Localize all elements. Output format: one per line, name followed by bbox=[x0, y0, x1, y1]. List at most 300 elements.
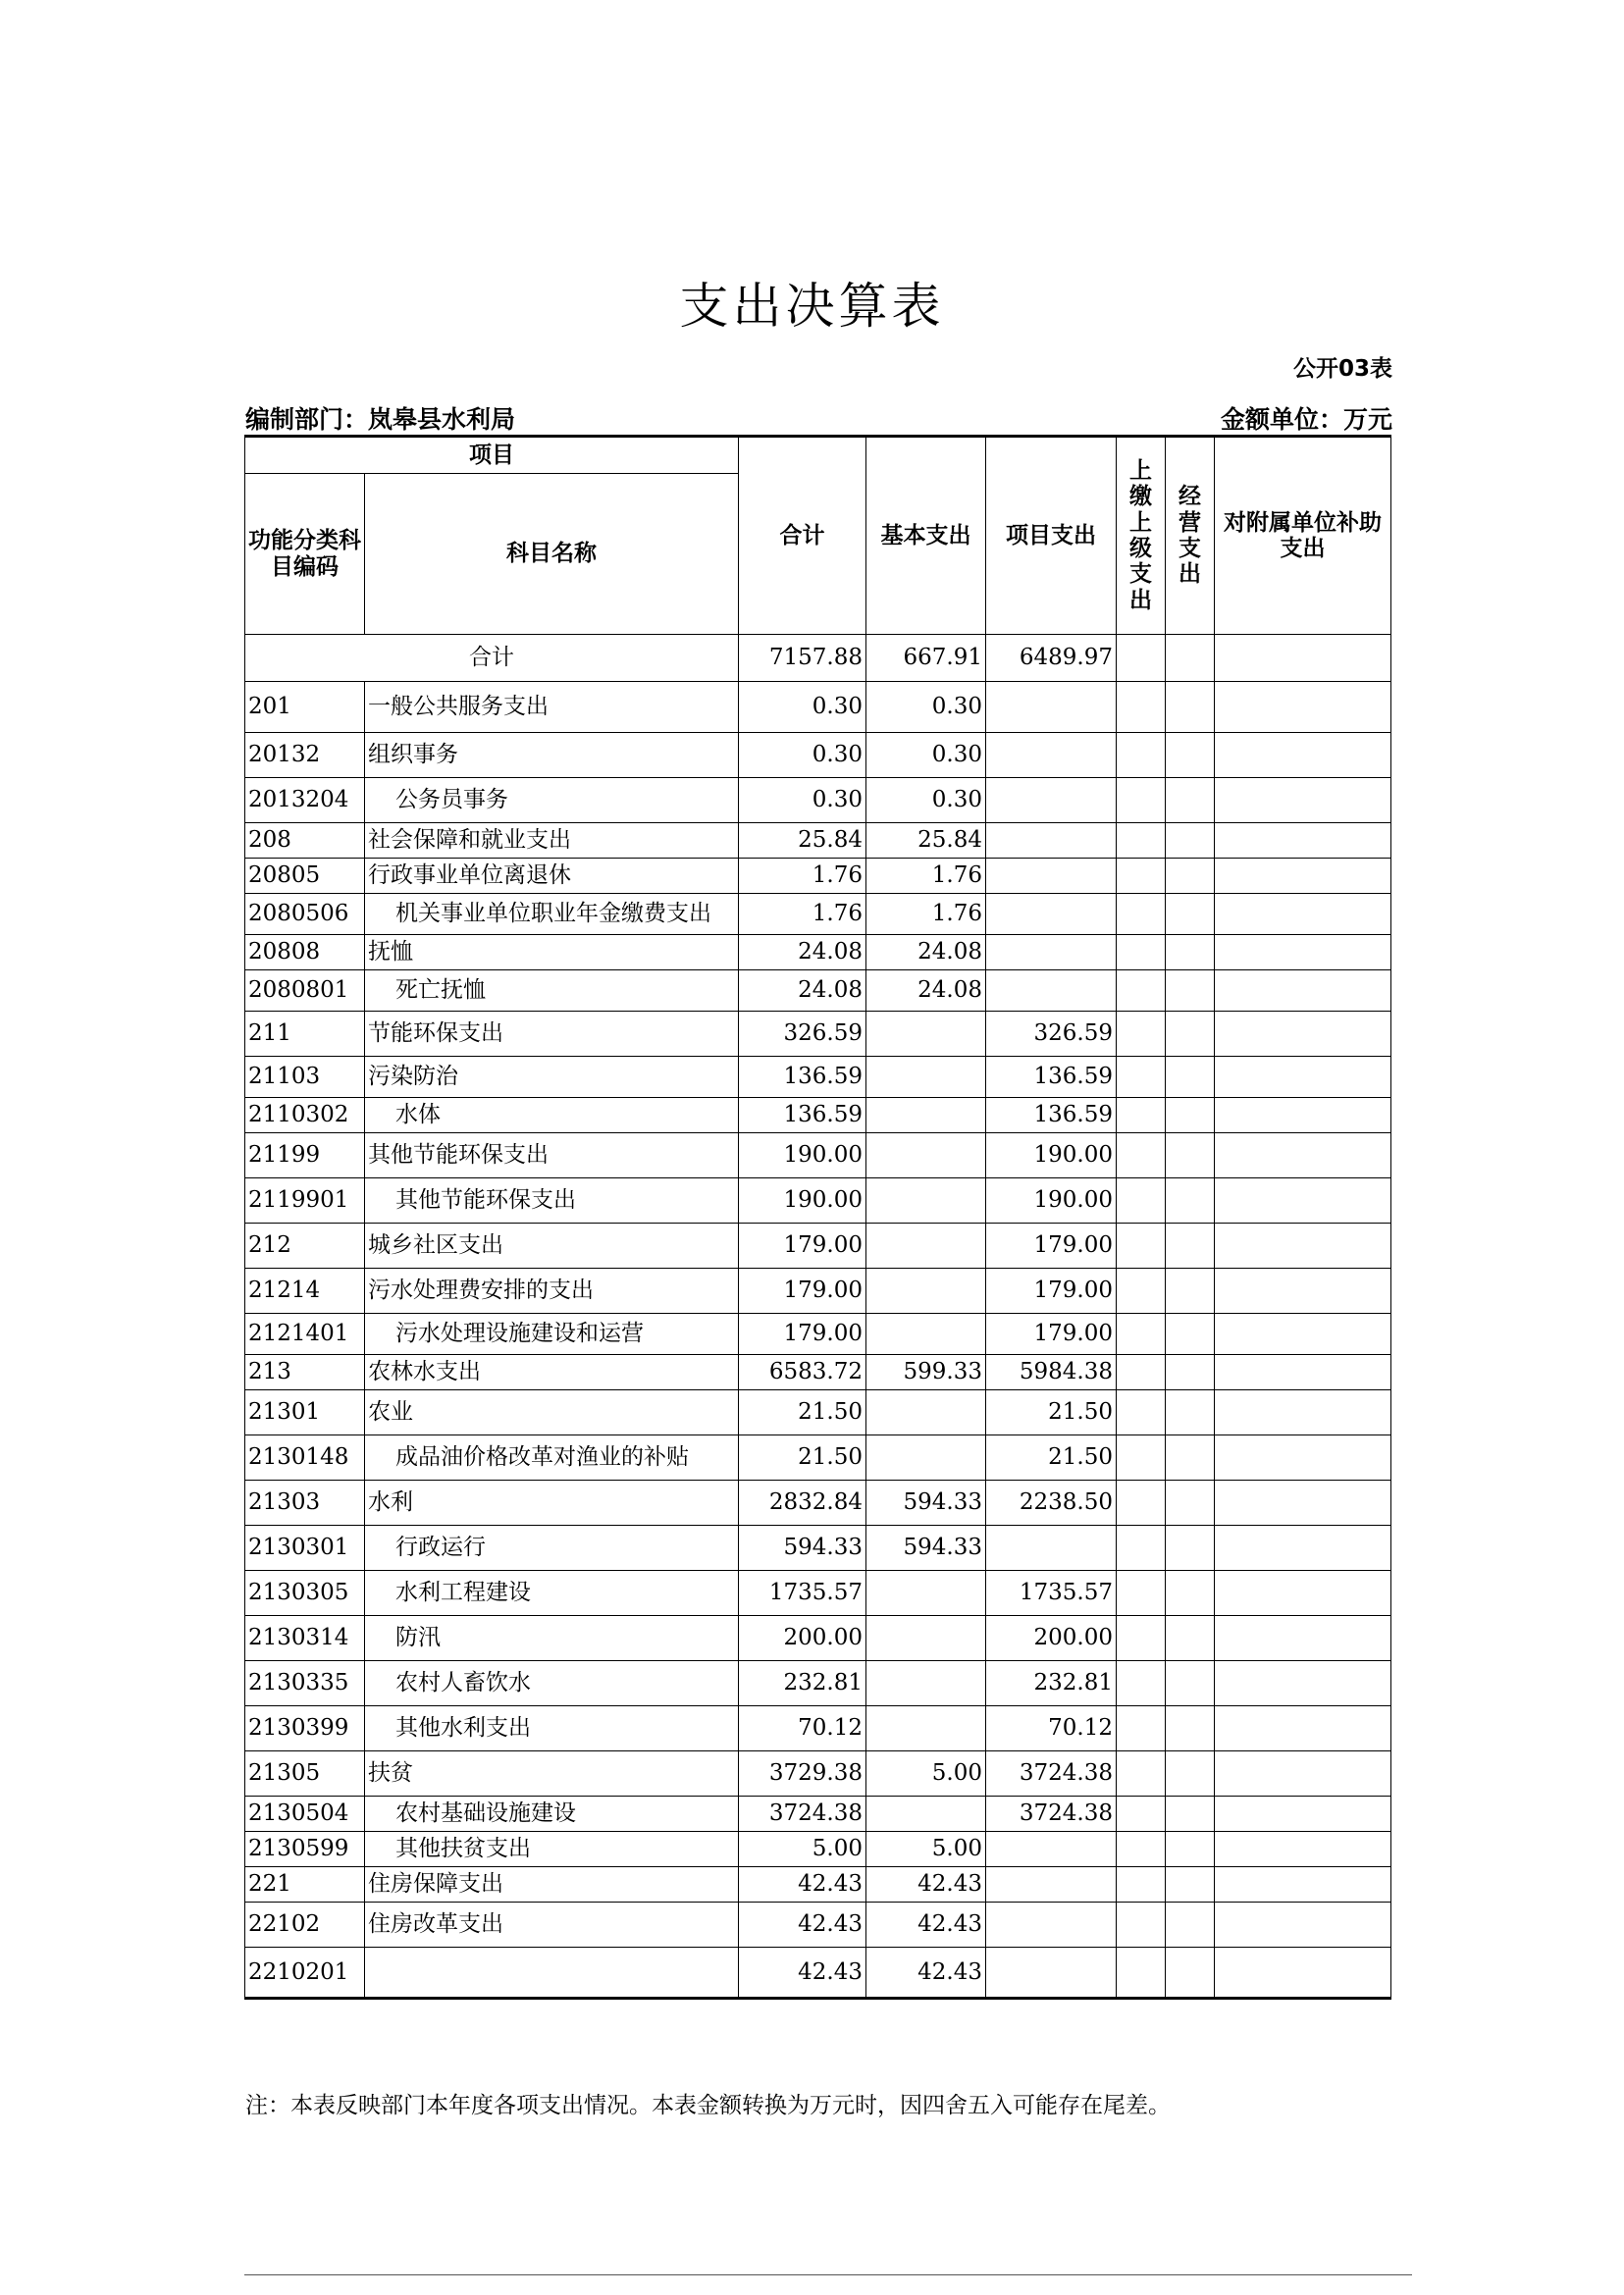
row-total: 190.00 bbox=[739, 1133, 866, 1178]
page-title: 支出决算表 bbox=[679, 278, 945, 335]
row-business bbox=[1166, 1355, 1215, 1390]
row-name bbox=[365, 1098, 739, 1133]
table-row bbox=[245, 1355, 1391, 1390]
row-name-text: 死亡抚恤 bbox=[395, 977, 486, 1004]
table-row bbox=[245, 1948, 1391, 1999]
row-total: 24.08 bbox=[739, 970, 866, 1012]
row-name bbox=[365, 1314, 739, 1355]
row-code: 2130148 bbox=[245, 1435, 365, 1481]
row-business bbox=[1166, 1706, 1215, 1751]
row-project: 179.00 bbox=[986, 1224, 1117, 1269]
row-total: 25.84 bbox=[739, 823, 866, 859]
row-upper bbox=[1117, 1098, 1166, 1133]
row-total: 42.43 bbox=[739, 1867, 866, 1903]
row-basic bbox=[866, 1269, 986, 1314]
row-name: 节能环保支出 bbox=[365, 1012, 739, 1057]
row-project bbox=[986, 1526, 1117, 1571]
row-name bbox=[365, 1797, 739, 1832]
row-total: 2832.84 bbox=[739, 1481, 866, 1526]
row-name-text: 农村人畜饮水 bbox=[395, 1670, 531, 1696]
row-business bbox=[1166, 1903, 1215, 1948]
row-business bbox=[1166, 1390, 1215, 1435]
row-name bbox=[365, 1661, 739, 1706]
row-basic: 42.43 bbox=[866, 1948, 986, 1999]
row-subsidy bbox=[1215, 935, 1391, 970]
row-business bbox=[1166, 1224, 1215, 1269]
row-upper bbox=[1117, 733, 1166, 778]
row-project bbox=[986, 778, 1117, 823]
row-code: 2130305 bbox=[245, 1571, 365, 1616]
row-total: 0.30 bbox=[739, 778, 866, 823]
row-basic: 25.84 bbox=[866, 823, 986, 859]
row-subsidy bbox=[1215, 1661, 1391, 1706]
row-name-text: 防汛 bbox=[395, 1625, 441, 1651]
row-code: 2110302 bbox=[245, 1098, 365, 1133]
row-basic: 594.33 bbox=[866, 1526, 986, 1571]
row-project bbox=[986, 823, 1117, 859]
row-basic: 599.33 bbox=[866, 1355, 986, 1390]
row-business bbox=[1166, 778, 1215, 823]
row-subsidy bbox=[1215, 1012, 1391, 1057]
row-upper bbox=[1117, 1797, 1166, 1832]
row-name-text: 行政运行 bbox=[395, 1535, 486, 1561]
row-total: 1735.57 bbox=[739, 1571, 866, 1616]
row-upper bbox=[1117, 1224, 1166, 1269]
table-row bbox=[245, 1390, 1391, 1435]
row-code: 2210201 bbox=[245, 1948, 365, 1999]
row-upper bbox=[1117, 1269, 1166, 1314]
row-code: 21303 bbox=[245, 1481, 365, 1526]
row-total: 42.43 bbox=[739, 1903, 866, 1948]
row-basic: 5.00 bbox=[866, 1751, 986, 1797]
row-upper bbox=[1117, 778, 1166, 823]
table-row bbox=[245, 1832, 1391, 1867]
amount-unit-label: 金额单位：万元 bbox=[1220, 405, 1392, 434]
row-upper bbox=[1117, 1706, 1166, 1751]
row-subsidy bbox=[1215, 1269, 1391, 1314]
row-subsidy bbox=[1215, 823, 1391, 859]
table-body bbox=[245, 635, 1391, 1999]
row-basic bbox=[866, 1706, 986, 1751]
row-code: 2080801 bbox=[245, 970, 365, 1012]
row-project: 21.50 bbox=[986, 1390, 1117, 1435]
row-project: 232.81 bbox=[986, 1661, 1117, 1706]
table-row bbox=[245, 1661, 1391, 1706]
row-name bbox=[365, 1832, 739, 1867]
row-basic: 594.33 bbox=[866, 1481, 986, 1526]
row-subsidy bbox=[1215, 1314, 1391, 1355]
row-name bbox=[365, 1435, 739, 1481]
row-subsidy bbox=[1215, 1706, 1391, 1751]
row-name: 住房改革支出 bbox=[365, 1903, 739, 1948]
header-business: 经营支出 bbox=[1166, 437, 1215, 635]
row-project: 3724.38 bbox=[986, 1797, 1117, 1832]
table-row bbox=[245, 1867, 1391, 1903]
row-subsidy bbox=[1215, 1178, 1391, 1224]
row-project bbox=[986, 894, 1117, 935]
row-business bbox=[1166, 1178, 1215, 1224]
table-row bbox=[245, 1751, 1391, 1797]
table-row bbox=[245, 1224, 1391, 1269]
header-project: 项目支出 bbox=[986, 437, 1117, 635]
row-project: 70.12 bbox=[986, 1706, 1117, 1751]
row-subsidy bbox=[1215, 1948, 1391, 1999]
row-name: 抚恤 bbox=[365, 935, 739, 970]
row-code: 21199 bbox=[245, 1133, 365, 1178]
row-upper bbox=[1117, 1616, 1166, 1661]
table-row bbox=[245, 1269, 1391, 1314]
table-row bbox=[245, 778, 1391, 823]
row-business bbox=[1166, 1797, 1215, 1832]
row-name: 一般公共服务支出 bbox=[365, 682, 739, 733]
row-business bbox=[1166, 970, 1215, 1012]
row-name: 扶贫 bbox=[365, 1751, 739, 1797]
row-code: 221 bbox=[245, 1867, 365, 1903]
row-code: 21214 bbox=[245, 1269, 365, 1314]
row-total: 594.33 bbox=[739, 1526, 866, 1571]
row-name: 污染防治 bbox=[365, 1057, 739, 1098]
row-basic bbox=[866, 1224, 986, 1269]
row-total: 190.00 bbox=[739, 1178, 866, 1224]
row-basic bbox=[866, 1435, 986, 1481]
header-upper: 上缴上级支出 bbox=[1117, 437, 1166, 635]
row-upper bbox=[1117, 1661, 1166, 1706]
row-upper bbox=[1117, 1314, 1166, 1355]
row-name: 污水处理费安排的支出 bbox=[365, 1269, 739, 1314]
row-name bbox=[365, 778, 739, 823]
row-total: 24.08 bbox=[739, 935, 866, 970]
row-total: 3729.38 bbox=[739, 1751, 866, 1797]
row-name bbox=[365, 970, 739, 1012]
row-name-text: 污水处理设施建设和运营 bbox=[395, 1321, 644, 1347]
row-basic: 5.00 bbox=[866, 1832, 986, 1867]
table-row bbox=[245, 1526, 1391, 1571]
row-basic bbox=[866, 1661, 986, 1706]
row-name: 社会保障和就业支出 bbox=[365, 823, 739, 859]
row-project: 136.59 bbox=[986, 1098, 1117, 1133]
table-row bbox=[245, 1012, 1391, 1057]
row-name: 其他节能环保支出 bbox=[365, 1133, 739, 1178]
row-subsidy bbox=[1215, 1057, 1391, 1098]
row-subsidy bbox=[1215, 1751, 1391, 1797]
row-business bbox=[1166, 1751, 1215, 1797]
row-name: 城乡社区支出 bbox=[365, 1224, 739, 1269]
total-row bbox=[245, 635, 1391, 682]
header-subsidy: 对附属单位补助支出 bbox=[1215, 437, 1391, 635]
row-code: 22102 bbox=[245, 1903, 365, 1948]
total-label: 合计 bbox=[245, 635, 739, 682]
row-code: 212 bbox=[245, 1224, 365, 1269]
row-code: 21301 bbox=[245, 1390, 365, 1435]
table-row bbox=[245, 894, 1391, 935]
table-row bbox=[245, 935, 1391, 970]
row-code: 20808 bbox=[245, 935, 365, 970]
total-sum: 7157.88 bbox=[739, 635, 866, 682]
row-project: 179.00 bbox=[986, 1314, 1117, 1355]
row-name-text: 水体 bbox=[395, 1102, 441, 1128]
table-row bbox=[245, 1571, 1391, 1616]
row-total: 70.12 bbox=[739, 1706, 866, 1751]
row-business bbox=[1166, 682, 1215, 733]
row-project: 5984.38 bbox=[986, 1355, 1117, 1390]
row-project bbox=[986, 970, 1117, 1012]
row-basic bbox=[866, 1133, 986, 1178]
row-upper bbox=[1117, 1526, 1166, 1571]
row-project bbox=[986, 1903, 1117, 1948]
table-row bbox=[245, 1706, 1391, 1751]
row-upper bbox=[1117, 1751, 1166, 1797]
row-basic bbox=[866, 1057, 986, 1098]
row-code: 20132 bbox=[245, 733, 365, 778]
expenditure-table bbox=[244, 435, 1391, 2000]
form-number: 公开03表 bbox=[1292, 356, 1392, 382]
row-name bbox=[365, 1526, 739, 1571]
row-code: 21305 bbox=[245, 1751, 365, 1797]
row-name bbox=[365, 1178, 739, 1224]
row-subsidy bbox=[1215, 859, 1391, 894]
row-business bbox=[1166, 1012, 1215, 1057]
row-subsidy bbox=[1215, 970, 1391, 1012]
row-basic: 0.30 bbox=[866, 682, 986, 733]
row-business bbox=[1166, 894, 1215, 935]
row-business bbox=[1166, 1314, 1215, 1355]
row-upper bbox=[1117, 1012, 1166, 1057]
row-basic: 1.76 bbox=[866, 859, 986, 894]
row-name bbox=[365, 1616, 739, 1661]
row-code: 2130504 bbox=[245, 1797, 365, 1832]
row-project: 200.00 bbox=[986, 1616, 1117, 1661]
row-name-text: 成品油价格改革对渔业的补贴 bbox=[395, 1444, 689, 1471]
total-upper bbox=[1117, 635, 1166, 682]
row-project: 190.00 bbox=[986, 1133, 1117, 1178]
row-basic bbox=[866, 1098, 986, 1133]
row-upper bbox=[1117, 1355, 1166, 1390]
row-upper bbox=[1117, 859, 1166, 894]
row-upper bbox=[1117, 1948, 1166, 1999]
row-upper bbox=[1117, 1903, 1166, 1948]
row-upper bbox=[1117, 1571, 1166, 1616]
row-name-text: 水利工程建设 bbox=[395, 1580, 531, 1606]
header-basic: 基本支出 bbox=[866, 437, 986, 635]
row-business bbox=[1166, 1269, 1215, 1314]
row-upper bbox=[1117, 823, 1166, 859]
header-code: 功能分类科目编码 bbox=[245, 474, 365, 635]
row-business bbox=[1166, 1057, 1215, 1098]
row-total: 179.00 bbox=[739, 1314, 866, 1355]
row-name: 水利 bbox=[365, 1481, 739, 1526]
row-upper bbox=[1117, 1133, 1166, 1178]
row-code: 208 bbox=[245, 823, 365, 859]
row-upper bbox=[1117, 1178, 1166, 1224]
table-row bbox=[245, 1178, 1391, 1224]
row-total: 0.30 bbox=[739, 733, 866, 778]
row-subsidy bbox=[1215, 1435, 1391, 1481]
row-basic: 24.08 bbox=[866, 970, 986, 1012]
row-subsidy bbox=[1215, 682, 1391, 733]
footnote: 注：本表反映部门本年度各项支出情况。本表金额转换为万元时，因四舍五入可能存在尾差。 bbox=[245, 2093, 1171, 2118]
header-name: 科目名称 bbox=[365, 474, 739, 635]
row-total: 3724.38 bbox=[739, 1797, 866, 1832]
row-project: 326.59 bbox=[986, 1012, 1117, 1057]
table-row bbox=[245, 1903, 1391, 1948]
row-subsidy bbox=[1215, 1797, 1391, 1832]
row-basic: 42.43 bbox=[866, 1867, 986, 1903]
row-name bbox=[365, 1571, 739, 1616]
row-subsidy bbox=[1215, 1571, 1391, 1616]
row-upper bbox=[1117, 935, 1166, 970]
row-business bbox=[1166, 1571, 1215, 1616]
row-basic bbox=[866, 1390, 986, 1435]
row-basic: 1.76 bbox=[866, 894, 986, 935]
row-basic bbox=[866, 1012, 986, 1057]
row-basic bbox=[866, 1616, 986, 1661]
row-project: 1735.57 bbox=[986, 1571, 1117, 1616]
row-total: 179.00 bbox=[739, 1269, 866, 1314]
row-upper bbox=[1117, 1390, 1166, 1435]
header-total: 合计 bbox=[739, 437, 866, 635]
row-basic bbox=[866, 1571, 986, 1616]
row-total: 136.59 bbox=[739, 1098, 866, 1133]
row-business bbox=[1166, 823, 1215, 859]
page-bottom-rule bbox=[244, 2274, 1412, 2275]
row-code: 2013204 bbox=[245, 778, 365, 823]
row-project: 136.59 bbox=[986, 1057, 1117, 1098]
row-business bbox=[1166, 1526, 1215, 1571]
row-business bbox=[1166, 859, 1215, 894]
row-code: 21103 bbox=[245, 1057, 365, 1098]
row-total: 136.59 bbox=[739, 1057, 866, 1098]
row-subsidy bbox=[1215, 1616, 1391, 1661]
row-total: 42.43 bbox=[739, 1948, 866, 1999]
row-name: 农林水支出 bbox=[365, 1355, 739, 1390]
row-project bbox=[986, 1832, 1117, 1867]
row-name: 行政事业单位离退休 bbox=[365, 859, 739, 894]
row-name-text: 其他节能环保支出 bbox=[395, 1187, 576, 1214]
table-row bbox=[245, 733, 1391, 778]
row-basic: 0.30 bbox=[866, 778, 986, 823]
row-upper bbox=[1117, 1832, 1166, 1867]
row-business bbox=[1166, 1435, 1215, 1481]
row-name-text: 农村基础设施建设 bbox=[395, 1800, 576, 1827]
row-basic bbox=[866, 1314, 986, 1355]
table-row bbox=[245, 1057, 1391, 1098]
row-total: 232.81 bbox=[739, 1661, 866, 1706]
row-subsidy bbox=[1215, 1098, 1391, 1133]
row-total: 5.00 bbox=[739, 1832, 866, 1867]
table-row bbox=[245, 1481, 1391, 1526]
table-row bbox=[245, 970, 1391, 1012]
row-subsidy bbox=[1215, 1224, 1391, 1269]
row-business bbox=[1166, 935, 1215, 970]
row-code: 2130599 bbox=[245, 1832, 365, 1867]
row-subsidy bbox=[1215, 894, 1391, 935]
row-total: 6583.72 bbox=[739, 1355, 866, 1390]
row-project bbox=[986, 1948, 1117, 1999]
row-total: 0.30 bbox=[739, 682, 866, 733]
row-code: 2080506 bbox=[245, 894, 365, 935]
row-total: 1.76 bbox=[739, 894, 866, 935]
header-item: 项目 bbox=[245, 437, 739, 474]
row-code: 213 bbox=[245, 1355, 365, 1390]
row-project: 21.50 bbox=[986, 1435, 1117, 1481]
row-total: 200.00 bbox=[739, 1616, 866, 1661]
row-name bbox=[365, 894, 739, 935]
department-label: 编制部门：岚皋县水利局 bbox=[245, 405, 516, 434]
row-subsidy bbox=[1215, 1390, 1391, 1435]
table-row bbox=[245, 1616, 1391, 1661]
table-row bbox=[245, 1133, 1391, 1178]
row-basic: 24.08 bbox=[866, 935, 986, 970]
row-subsidy bbox=[1215, 733, 1391, 778]
total-project: 6489.97 bbox=[986, 635, 1117, 682]
row-code: 20805 bbox=[245, 859, 365, 894]
row-project bbox=[986, 733, 1117, 778]
row-code: 2130399 bbox=[245, 1706, 365, 1751]
row-name-text: 其他扶贫支出 bbox=[395, 1836, 531, 1862]
row-subsidy bbox=[1215, 1903, 1391, 1948]
row-project bbox=[986, 935, 1117, 970]
row-name: 农业 bbox=[365, 1390, 739, 1435]
row-subsidy bbox=[1215, 1526, 1391, 1571]
row-total: 326.59 bbox=[739, 1012, 866, 1057]
row-business bbox=[1166, 1133, 1215, 1178]
row-code: 2130335 bbox=[245, 1661, 365, 1706]
row-business bbox=[1166, 1661, 1215, 1706]
row-business bbox=[1166, 1481, 1215, 1526]
row-business bbox=[1166, 1867, 1215, 1903]
row-name: 组织事务 bbox=[365, 733, 739, 778]
row-code: 2119901 bbox=[245, 1178, 365, 1224]
row-upper bbox=[1117, 1435, 1166, 1481]
row-project: 3724.38 bbox=[986, 1751, 1117, 1797]
row-code: 201 bbox=[245, 682, 365, 733]
row-upper bbox=[1117, 1481, 1166, 1526]
row-name bbox=[365, 1706, 739, 1751]
row-name-text: 其他水利支出 bbox=[395, 1715, 531, 1742]
table-row bbox=[245, 859, 1391, 894]
table-row bbox=[245, 1314, 1391, 1355]
row-upper bbox=[1117, 682, 1166, 733]
row-basic: 0.30 bbox=[866, 733, 986, 778]
row-project: 190.00 bbox=[986, 1178, 1117, 1224]
row-upper bbox=[1117, 1057, 1166, 1098]
row-upper bbox=[1117, 970, 1166, 1012]
row-business bbox=[1166, 1616, 1215, 1661]
row-project: 2238.50 bbox=[986, 1481, 1117, 1526]
row-subsidy bbox=[1215, 1355, 1391, 1390]
row-name-text: 公务员事务 bbox=[395, 787, 508, 813]
table-row bbox=[245, 1098, 1391, 1133]
total-subsidy bbox=[1215, 635, 1391, 682]
row-business bbox=[1166, 1948, 1215, 1999]
row-subsidy bbox=[1215, 778, 1391, 823]
row-name: 住房保障支出 bbox=[365, 1867, 739, 1903]
row-project bbox=[986, 859, 1117, 894]
row-basic bbox=[866, 1797, 986, 1832]
row-subsidy bbox=[1215, 1481, 1391, 1526]
total-business bbox=[1166, 635, 1215, 682]
row-basic: 42.43 bbox=[866, 1903, 986, 1948]
table-row bbox=[245, 1435, 1391, 1481]
row-subsidy bbox=[1215, 1133, 1391, 1178]
row-business bbox=[1166, 733, 1215, 778]
table-row bbox=[245, 1797, 1391, 1832]
row-basic bbox=[866, 1178, 986, 1224]
table-row bbox=[245, 682, 1391, 733]
row-subsidy bbox=[1215, 1867, 1391, 1903]
row-project bbox=[986, 682, 1117, 733]
row-total: 1.76 bbox=[739, 859, 866, 894]
